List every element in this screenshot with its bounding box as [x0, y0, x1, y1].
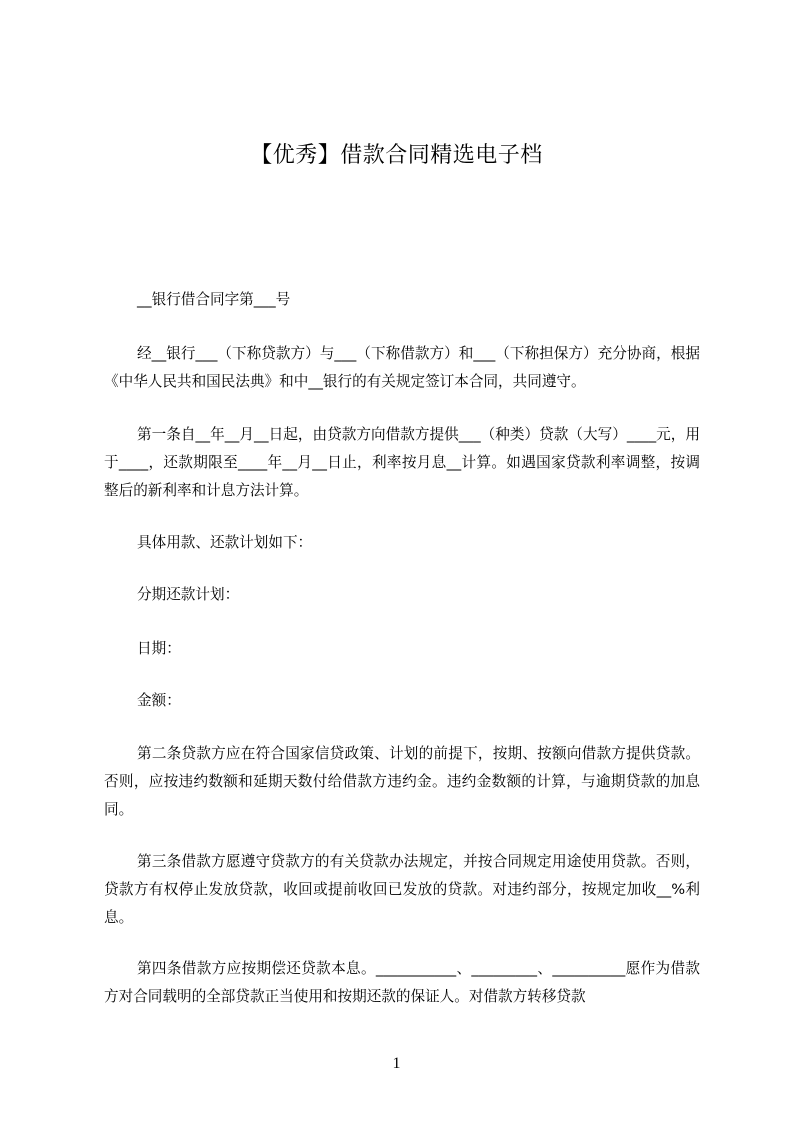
document-title: 【优秀】借款合同精选电子档 — [250, 143, 543, 168]
paragraph-preamble: 经__银行___（下称贷款方）与___（下称借款方）和___（下称担保方）充分协商，根据《中华人民共和国民法典》和中__银行的有关规定签订本合同，共同遵守。 — [104, 345, 700, 390]
paragraph-date: 日期： — [137, 640, 181, 657]
paragraph-plan-intro: 具体用款、还款计划如下： — [137, 534, 313, 551]
page-number: 1 — [392, 1055, 401, 1072]
paragraph-article-2: 第二条贷款方应在符合国家信贷政策、计划的前提下，按期、按额向借款方提供贷款。否则，应按违约数额和延期天数付给借款方违约金。违约金数额的计算，与逾期贷款的加息同。 — [104, 745, 700, 818]
paragraph-installment-plan: 分期还款计划： — [137, 586, 240, 603]
paragraph-article-1: 第一条自__年__月__日起，由贷款方向借款方提供___（种类）贷款（大写）____元，用于____，还款期限至____年__月__日止，利率按月息__计算。如遇国家贷款利率调整，按调整后的新利率和计息方法计算。 — [104, 426, 700, 499]
contract-number-line: __银行借合同字第___号 — [137, 291, 291, 308]
paragraph-article-4: 第四条借款方应按期偿还贷款本息。___________、_________、__________愿作为借款方对合同载明的全部贷款正当使用和按期还款的保证人。对借款方转移贷款 — [104, 960, 700, 1005]
paragraph-amount: 金额： — [137, 692, 181, 709]
paragraph-article-3: 第三条借款方愿遵守贷款方的有关贷款办法规定，并按合同规定用途使用贷款。否则，贷款方有权停止发放贷款，收回或提前收回已发放的贷款。对违约部分，按规定加收__%利息。 — [104, 853, 700, 926]
